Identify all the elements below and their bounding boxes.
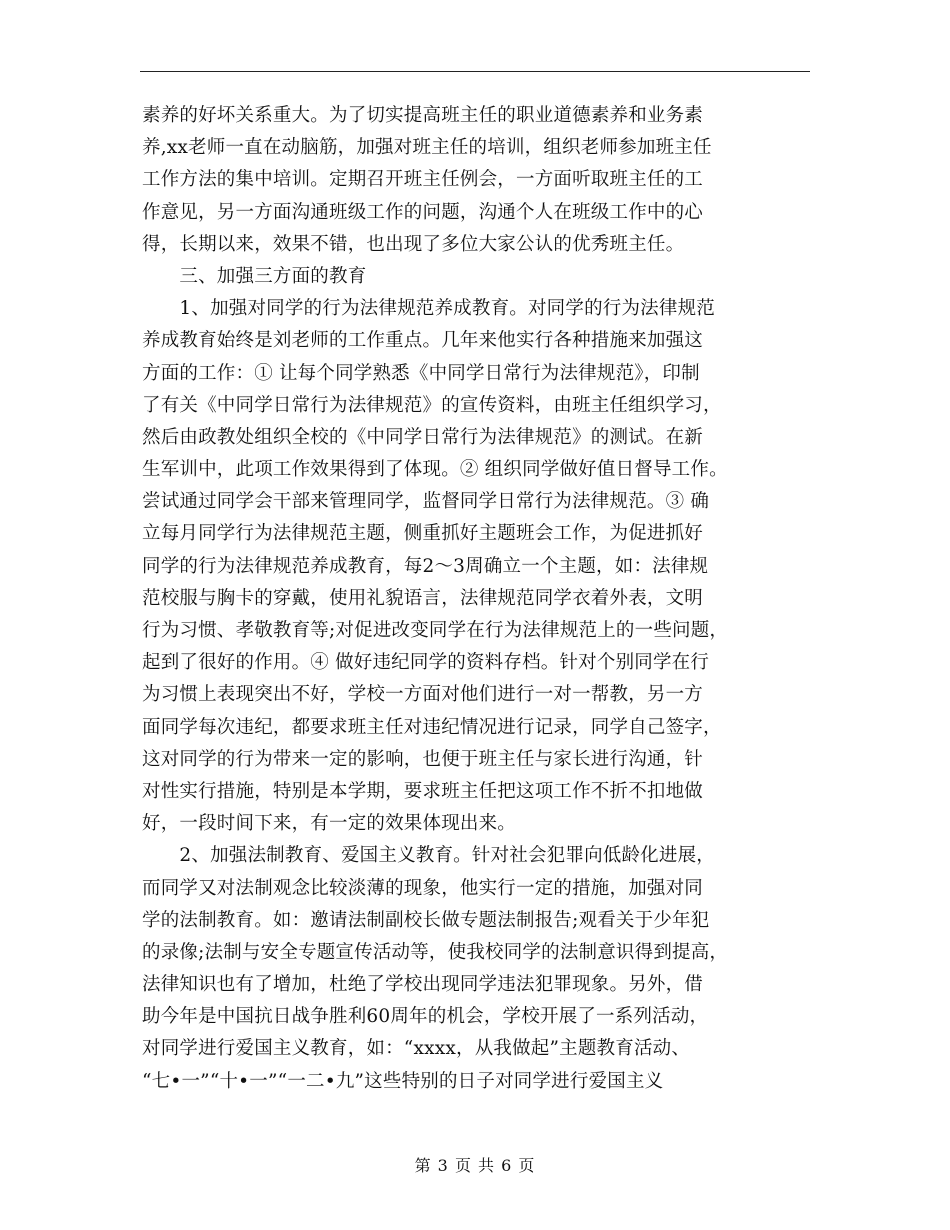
document-body	[142, 100, 810, 1098]
text-line: 生军训中，此项工作效果得到了体现。② 组织同学做好值日督导工作。	[142, 459, 728, 481]
text-line: 对同学进行爱国主义教育，如：“xxxx，从我做起”主题教育活动、	[142, 1038, 691, 1060]
text-line: 尝试通过同学会干部来管理同学，监督同学日常行为法律规范。③ 确	[142, 491, 710, 513]
text-line: “七•一”“十•一”“一二•九”这些特别的日子对同学进行爱国主义	[142, 1070, 664, 1092]
text-line: 这对同学的行为带来一定的影响，也便于班主任与家长进行沟通，针	[142, 748, 704, 770]
text-line: 养,xx老师一直在动脑筋，加强对班主任的培训，组织老师参加班主任	[142, 137, 712, 159]
text-line: 助今年是中国抗日战争胜利60周年的机会，学校开展了一系列活动，	[142, 1006, 709, 1028]
text-line: 立每月同学行为法律规范主题，侧重抓好主题班会工作，为促进抓好	[142, 523, 704, 545]
text-line: 的录像;法制与安全专题宣传活动等，使我校同学的法制意识得到提高，	[142, 941, 729, 963]
text-line: 法律知识也有了增加，杜绝了学校出现同学违法犯罪现象。另外，借	[142, 974, 704, 996]
text-line: 了有关《中同学日常行为法律规范》的宣传资料，由班主任组织学习，	[142, 394, 722, 416]
text-line: 学的法制教育。如：邀请法制副校长做专题法制报告;观看关于少年犯	[142, 909, 710, 931]
header-rule	[140, 71, 810, 72]
text-line: 1、加强对同学的行为法律规范养成教育。对同学的行为法律规范	[142, 298, 715, 320]
text-line: 对性实行措施，特别是本学期，要求班主任把这项工作不折不扣地做	[142, 780, 704, 802]
page-number-footer: 第 3 页 共 6 页	[414, 1156, 536, 1175]
text-line: 作意见，另一方面沟通班级工作的问题，沟通个人在班级工作中的心	[142, 201, 704, 223]
text-line: 方面的工作：① 让每个同学熟悉《中同学日常行为法律规范》，印制	[142, 362, 700, 384]
text-line: 好，一段时间下来，有一定的效果体现出来。	[142, 813, 517, 835]
text-line: 而同学又对法制观念比较淡薄的现象，他实行一定的措施，加强对同	[142, 877, 704, 899]
text-line: 面同学每次违纪，都要求班主任对违纪情况进行记录，同学自己签字，	[142, 716, 722, 738]
text-line: 素养的好坏关系重大。为了切实提高班主任的职业道德素养和业务素	[142, 105, 704, 126]
text-line: 行为习惯、孝敬教育等;对促进改变同学在行为法律规范上的一些问题，	[142, 620, 729, 641]
text-line: 养成教育始终是刘老师的工作重点。几年来他实行各种措施来加强这	[142, 330, 704, 352]
text-line: 得，长期以来，效果不错，也出现了多位大家公认的优秀班主任。	[142, 233, 685, 255]
text-line: 然后由政教处组织全校的《中同学日常行为法律规范》的测试。在新	[142, 426, 704, 448]
text-line: 2、加强法制教育、爱国主义教育。针对社会犯罪向低龄化进展，	[142, 845, 715, 867]
text-line: 同学的行为法律规范养成教育，每2～3周确立一个主题，如：法律规	[142, 555, 709, 577]
text-line: 工作方法的集中培训。定期召开班主任例会，一方面听取班主任的工	[142, 169, 704, 191]
text-line: 范校服与胸卡的穿戴，使用礼貌语言，法律规范同学衣着外表，文明	[142, 587, 704, 609]
section-heading: 三、加强三方面的教育	[142, 265, 367, 287]
text-line: 为习惯上表现突出不好，学校一方面对他们进行一对一帮教，另一方	[142, 684, 704, 706]
text-line: 起到了很好的作用。④ 做好违纪同学的资料存档。针对个别同学在行	[142, 652, 710, 674]
